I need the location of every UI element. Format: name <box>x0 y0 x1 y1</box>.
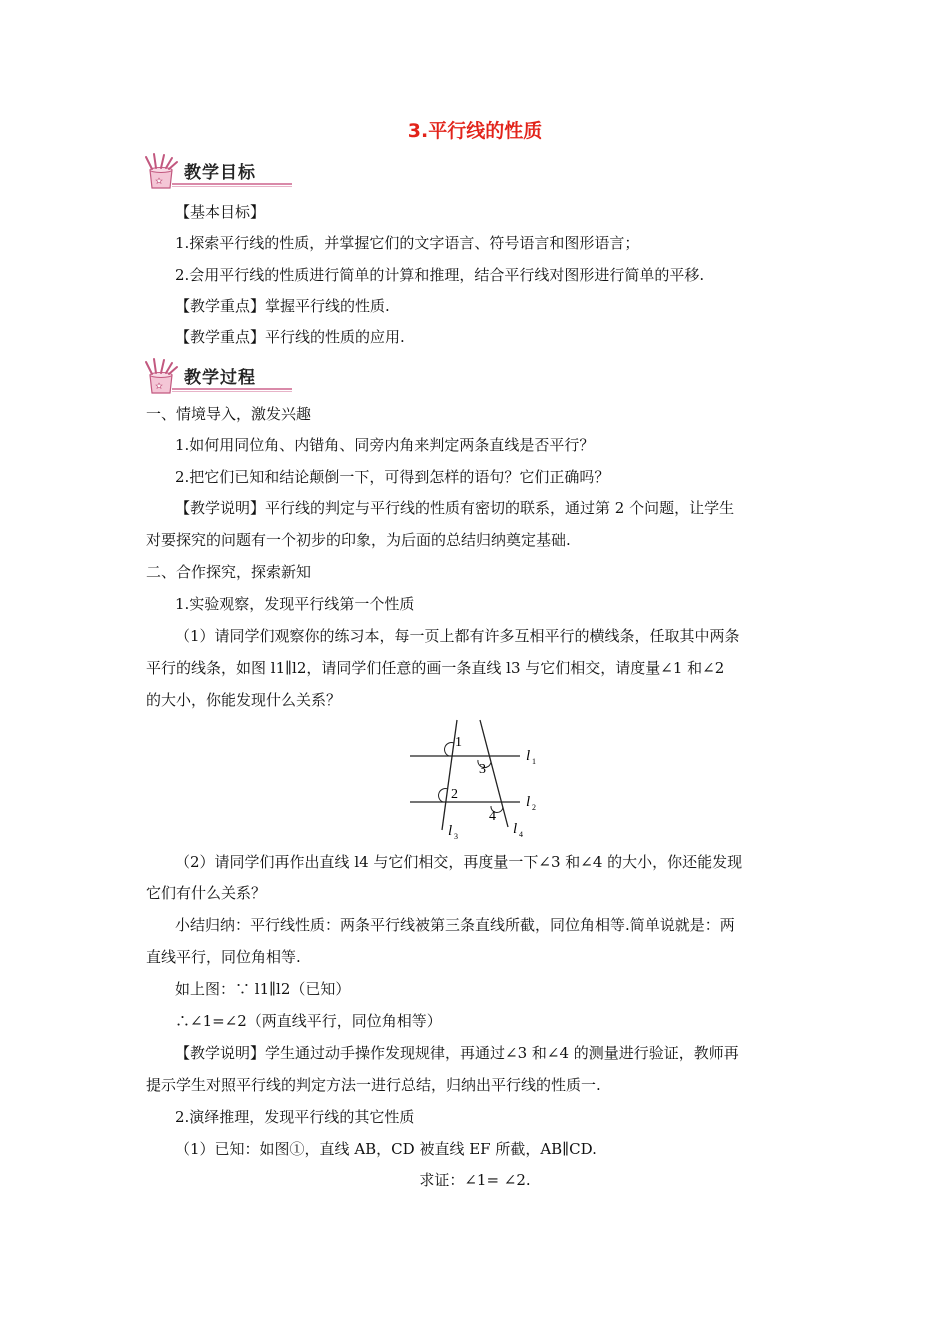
goals-line-4: 【教学重点】掌握平行线的性质. <box>175 297 390 315</box>
parallel-lines-figure <box>405 715 545 845</box>
section-title-process: 教学过程 <box>184 368 256 388</box>
process-line-3: 2.把它们已知和结论颠倒一下，可得到怎样的语句？它们正确吗？ <box>175 468 610 486</box>
line-label-l3-sub: 3 <box>454 832 458 841</box>
angle-label-4: 4 <box>489 809 496 824</box>
after-line-4: 直线平行，同位角相等. <box>146 948 301 966</box>
line-label-l2-sub: 2 <box>532 803 536 812</box>
after-line-2: 它们有什么关系？ <box>146 884 267 902</box>
line-label-l3: l <box>448 823 453 839</box>
after-line-11: 求证：∠1= ∠2. <box>419 1171 531 1189</box>
after-line-8: 提示学生对照平行线的判定方法一进行总结，归纳出平行线的性质一. <box>146 1076 601 1094</box>
angle-label-2: 2 <box>451 787 458 802</box>
goals-line-1: 【基本目标】 <box>175 203 266 221</box>
process-line-6: 二、合作探究，探索新知 <box>146 563 312 581</box>
section-underline <box>172 183 292 185</box>
process-line-1: 一、情境导入，激发兴趣 <box>146 405 312 423</box>
process-line-9: 平行的线条，如图 l1∥l2，请同学们任意的画一条直线 l3 与它们相交，请度量∠1 和∠2 <box>146 659 725 677</box>
after-line-9: 2.演绎推理，发现平行线的其它性质 <box>175 1108 415 1126</box>
after-line-10: （1）已知：如图①，直线 AB，CD 被直线 EF 所截，AB∥CD. <box>175 1140 597 1158</box>
after-line-7: 【教学说明】学生通过动手操作发现规律，再通过∠3 和∠4 的测量进行验证，教师再 <box>175 1044 739 1062</box>
line-label-l4: l <box>513 821 518 837</box>
page-title: 3.平行线的性质 <box>407 120 543 142</box>
goals-line-2: 1.探索平行线的性质，并掌握它们的文字语言、符号语言和图形语言； <box>175 234 640 252</box>
line-label-l2: l <box>526 794 531 810</box>
process-line-4: 【教学说明】平行线的判定与平行线的性质有密切的联系，通过第 2 个问题，让学生 <box>175 499 735 517</box>
process-line-8: （1）请同学们观察你的练习本，每一页上都有许多互相平行的横线条，任取其中两条 <box>175 627 740 645</box>
goals-line-5: 【教学重点】平行线的性质的应用. <box>175 328 405 346</box>
after-line-6: ∴∠1=∠2（两直线平行，同位角相等） <box>175 1012 442 1030</box>
after-line-5: 如上图：∵ l1∥l2（已知） <box>175 980 351 998</box>
line-label-l1: l <box>526 748 531 764</box>
goals-line-3: 2.会用平行线的性质进行简单的计算和推理，结合平行线对图形进行简单的平移. <box>175 266 705 284</box>
after-line-3: 小结归纳：平行线性质：两条平行线被第三条直线所截，同位角相等.简单说就是：两 <box>175 916 735 934</box>
section-underline-thin <box>172 186 292 187</box>
after-line-1: （2）请同学们再作出直线 l4 与它们相交，再度量一下∠3 和∠4 的大小，你还能发现 <box>175 853 743 871</box>
process-line-2: 1.如何用同位角、内错角、同旁内角来判定两条直线是否平行？ <box>175 436 595 454</box>
section-header-process <box>142 357 302 397</box>
section-header-goals <box>142 152 302 192</box>
angle-label-3: 3 <box>479 762 486 777</box>
line-label-l1-sub: 1 <box>532 757 536 766</box>
section-underline <box>172 388 292 390</box>
process-line-5: 对要探究的问题有一个初步的印象，为后面的总结归纳奠定基础. <box>146 531 571 549</box>
process-line-7: 1.实验观察，发现平行线第一个性质 <box>175 595 415 613</box>
angle-label-1: 1 <box>455 735 462 750</box>
section-underline-thin <box>172 391 292 392</box>
section-title-goals: 教学目标 <box>184 163 256 183</box>
process-line-10: 的大小，你能发现什么关系？ <box>146 691 342 709</box>
line-label-l4-sub: 4 <box>519 830 523 839</box>
